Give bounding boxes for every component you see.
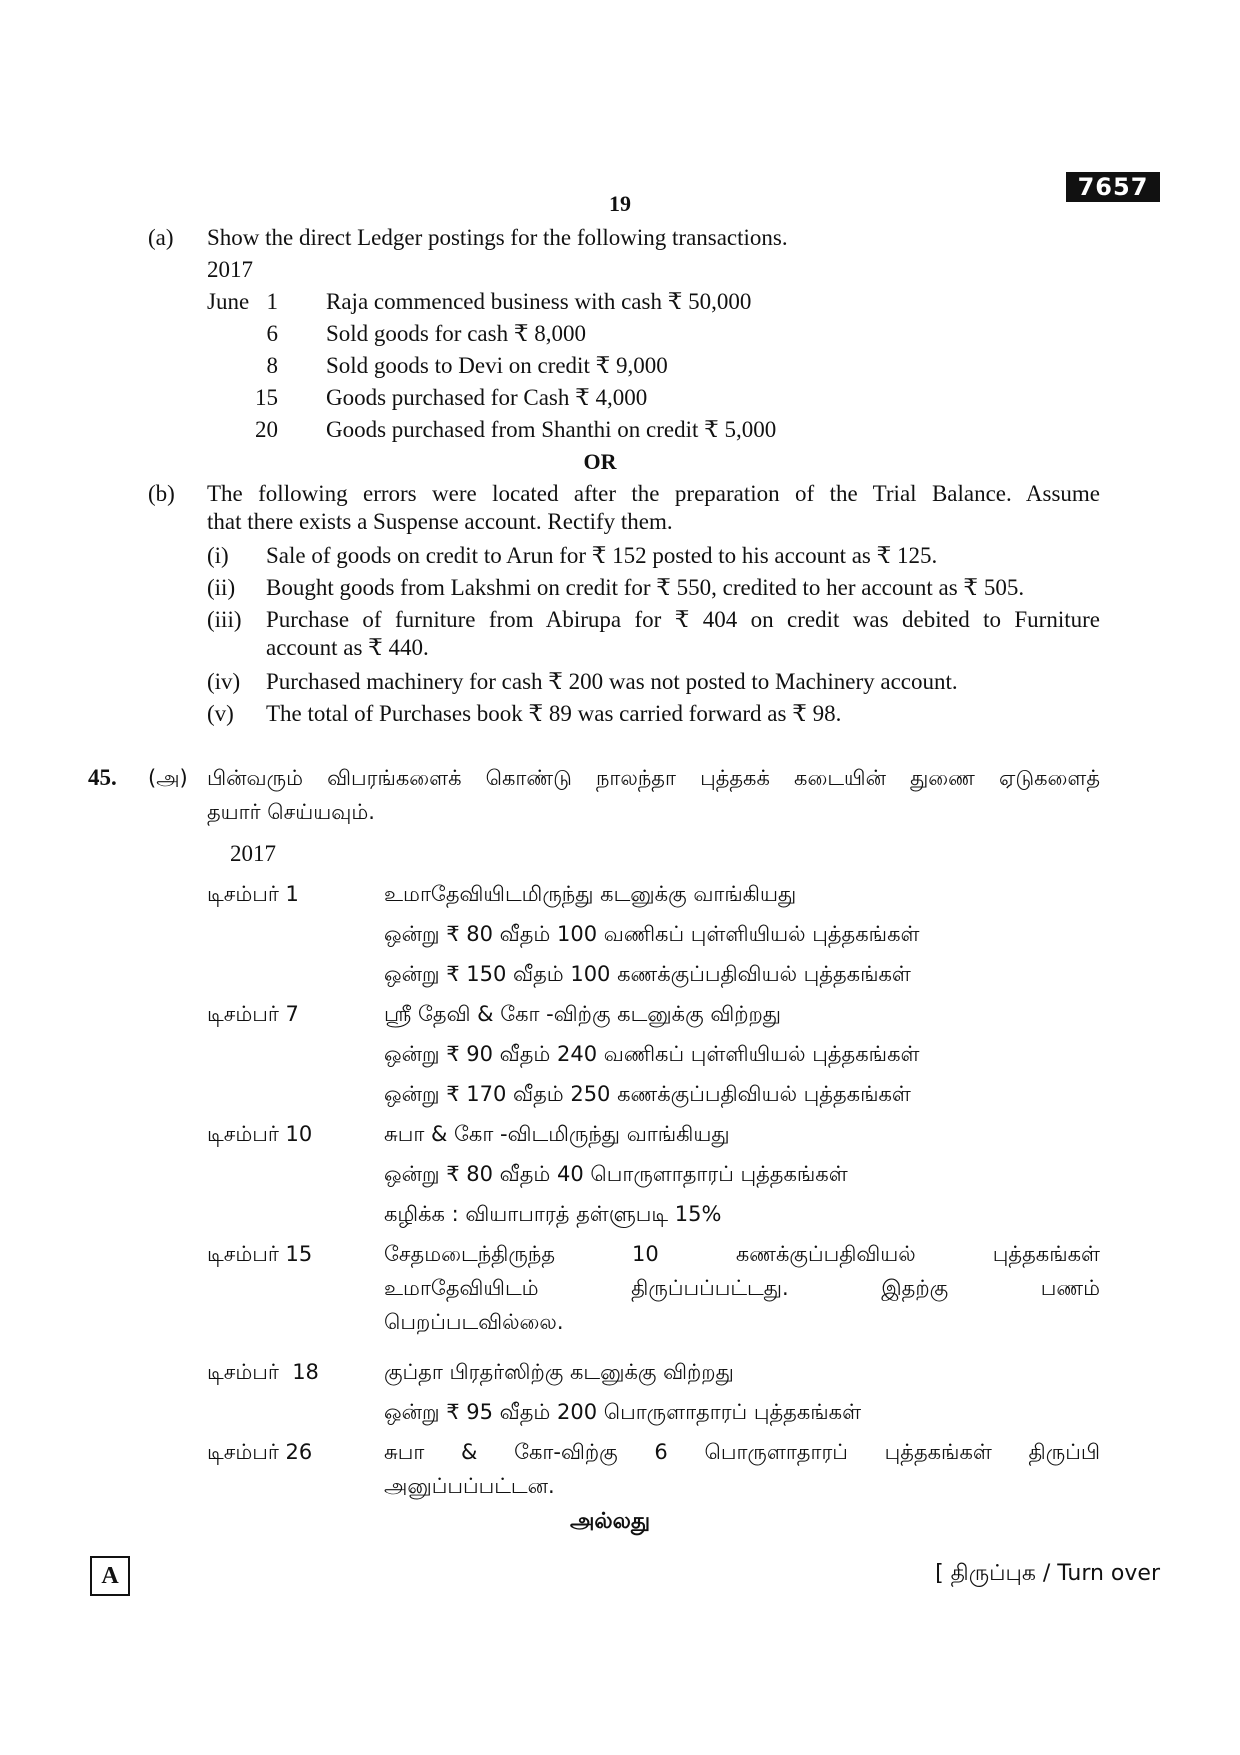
question-number: 45. [88,765,117,790]
part-a-month: June [207,289,250,314]
q45-entry-date: டிசம்பர் 1 [207,882,299,906]
q45-entry-line: ஒன்று ₹ 95 வீதம் 200 பொருளாதாரப் புத்தகங்கள் [384,1400,862,1424]
q45-instruction-line2: தயார் செய்யவும். [207,800,375,824]
part-a-entry-text: Raja commenced business with cash ₹ 50,000 [326,289,752,314]
q45-year: 2017 [230,841,276,866]
q45-entry-line: ஒன்று ₹ 170 வீதம் 250 கணக்குப்பதிவியல் புத்தகங்கள் [384,1082,911,1106]
or-divider-tamil: அல்லது [569,1509,651,1534]
part-a-entry-day: 1 [266,289,278,314]
part-a-year: 2017 [207,257,253,282]
error-item-number: (v) [207,701,234,726]
error-item-text: Purchase of furniture from Abirupa for ₹ 404 on credit was debited to Furniture [266,607,1100,632]
error-item-number: (i) [207,543,229,568]
part-b-instruction-line2: that there exists a Suspense account. Rectify them. [207,509,673,534]
q45-entry-line: உமாதேவியிடம் திருப்பப்பட்டது. இதற்கு பணம் [384,1276,1100,1300]
q45-entry-line: சுபா & கோ-விற்கு 6 பொருளாதாரப் புத்தகங்கள் திருப்பி [384,1440,1100,1464]
q45-entry-date: டிசம்பர் 26 [207,1440,313,1464]
q45-entry-date: டிசம்பர் 15 [207,1242,313,1266]
part-a-label: (a) [148,225,174,250]
q45-instruction-line1: பின்வரும் விபரங்களைக் கொண்டு நாலந்தா புத்தகக் கடையின் துணை ஏடுகளைத் [207,766,1100,790]
or-divider: OR [583,449,617,474]
error-item-text: Sale of goods on credit to Arun for ₹ 152 posted to his account as ₹ 125. [266,543,938,568]
part-a-entry-day: 8 [266,353,278,378]
part-a-entry-text: Sold goods for cash ₹ 8,000 [326,321,586,346]
part-a-instruction: Show the direct Ledger postings for the following transactions. [207,225,788,250]
part-a-entry-text: Goods purchased from Shanthi on credit ₹ 5,000 [326,417,777,442]
part-b-label: (b) [148,481,175,506]
part-a-entry-day: 20 [255,417,278,442]
paper-code-badge: 7657 [1066,172,1160,202]
q45-entry-line: ஒன்று ₹ 150 வீதம் 100 கணக்குப்பதிவியல் புத்தகங்கள் [384,962,911,986]
q45-entry-line: அனுப்பப்பட்டன. [384,1474,555,1498]
part-a-entry-day: 6 [266,321,278,346]
q45-entry-line: கழிக்க : வியாபாரத் தள்ளுபடி 15% [384,1202,722,1226]
part-a-entry-text: Goods purchased for Cash ₹ 4,000 [326,385,648,410]
error-item-text: Bought goods from Lakshmi on credit for ₹ 550, credited to her account as ₹ 505. [266,575,1025,600]
q45-entry-line: ஒன்று ₹ 80 வீதம் 40 பொருளாதாரப் புத்தகங்கள் [384,1162,848,1186]
q45-entry-date: டிசம்பர் 10 [207,1122,313,1146]
q45-label: (அ) [148,766,188,790]
q45-entry-line: சேதமடைந்திருந்த 10 கணக்குப்பதிவியல் புத்தகங்கள் [384,1242,1100,1266]
part-b-instruction-line1: The following errors were located after the preparation of the Trial Balance. Assume [207,481,1100,506]
part-a-entry-text: Sold goods to Devi on credit ₹ 9,000 [326,353,668,378]
series-box: A [90,1556,130,1596]
page-number: 19 [609,191,631,216]
q45-entry-line: ஒன்று ₹ 80 வீதம் 100 வணிகப் புள்ளியியல் புத்தகங்கள் [384,922,920,946]
error-item-number: (iii) [207,607,242,632]
q45-entry-date: டிசம்பர் 18 [207,1360,319,1384]
q45-entry-line: ஸ்ரீ தேவி & கோ -விற்கு கடனுக்கு விற்றது [384,1002,782,1026]
q45-entry-line: சுபா & கோ -விடமிருந்து வாங்கியது [384,1122,730,1146]
error-item-number: (ii) [207,575,236,600]
q45-entry-line: உமாதேவியிடமிருந்து கடனுக்கு வாங்கியது [384,882,797,906]
turn-over-note: [ திருப்புக / Turn over [935,1561,1160,1586]
error-item-text: Purchased machinery for cash ₹ 200 was not posted to Machinery account. [266,669,958,694]
q45-entry-line: பெறப்படவில்லை. [384,1310,564,1334]
error-item-number: (iv) [207,669,241,694]
q45-entry-date: டிசம்பர் 7 [207,1002,299,1026]
q45-entry-line: ஒன்று ₹ 90 வீதம் 240 வணிகப் புள்ளியியல் புத்தகங்கள் [384,1042,920,1066]
error-item-text: The total of Purchases book ₹ 89 was carried forward as ₹ 98. [266,701,842,726]
error-item-text-continued: account as ₹ 440. [266,635,429,660]
part-a-entry-day: 15 [255,385,278,410]
q45-entry-line: குப்தா பிரதர்ஸிற்கு கடனுக்கு விற்றது [384,1360,734,1384]
